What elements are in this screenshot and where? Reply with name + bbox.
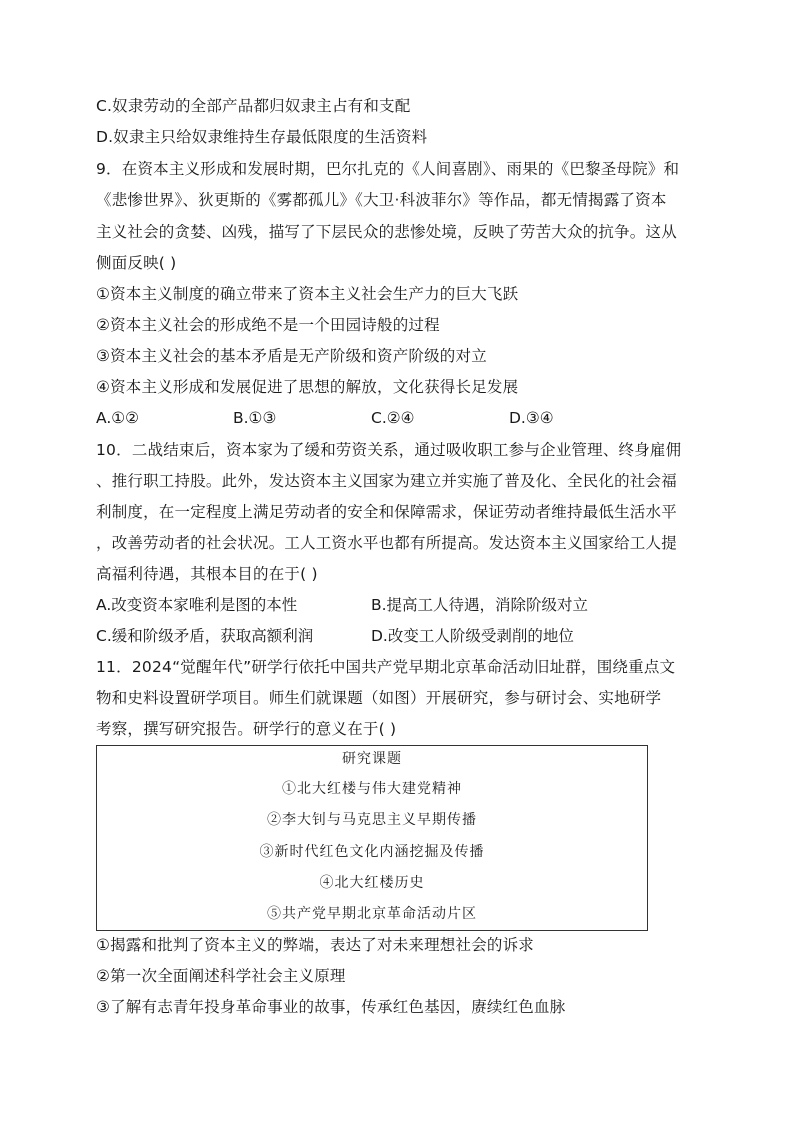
q11-statement-3: ③了解有志青年投身革命事业的故事，传承红色基因，赓续红色血脉 xyxy=(96,998,566,1016)
q9-option-b: B.①③ xyxy=(233,409,277,427)
q10-stem-line-1: 10．二战结束后，资本家为了缓和劳资关系，通过吸收职工参与企业管理、终身雇佣 xyxy=(96,441,682,459)
q9-stem-line-1: 9．在资本主义形成和发展时期，巴尔扎克的《人间喜剧》、雨果的《巴黎圣母院》和 xyxy=(96,160,680,178)
q10-option-b: B.提高工人待遇，消除阶级对立 xyxy=(371,596,589,614)
q9-statement-1: ①资本主义制度的确立带来了资本主义社会生产力的巨大飞跃 xyxy=(96,285,519,303)
research-topic-2: ②李大钊与马克思主义早期传播 xyxy=(267,812,477,828)
q10-stem-line-3: 利制度，在一定程度上满足劳动者的安全和保障需求，保证劳动者维持最低生活水平 xyxy=(96,503,677,521)
q11-statement-2: ②第一次全面阐述科学社会主义原理 xyxy=(96,967,346,985)
q11-statement-1: ①揭露和批判了资本主义的弊端，表达了对未来理想社会的诉求 xyxy=(96,936,534,954)
q9-statement-3: ③资本主义社会的基本矛盾是无产阶级和资产阶级的对立 xyxy=(96,347,487,365)
q9-stem-line-4: 侧面反映( ) xyxy=(96,254,177,272)
q9-option-c: C.②④ xyxy=(371,409,415,427)
q11-stem-line-2: 物和史料设置研学项目。师生们就课题（如图）开展研究，参与研讨会、实地研学 xyxy=(96,689,662,707)
q10-option-c: C.缓和阶级矛盾，获取高额利润 xyxy=(96,627,314,645)
q9-option-d: D.③④ xyxy=(509,409,554,427)
q10-stem-line-5: 高福利待遇，其根本目的在于( ) xyxy=(96,565,318,583)
q9-option-a: A.①② xyxy=(96,409,140,427)
research-topics-title: 研究课题 xyxy=(342,751,402,767)
research-topic-4: ④北大红楼历史 xyxy=(319,875,425,891)
q10-option-a: A.改变资本家唯利是图的本性 xyxy=(96,596,298,614)
q8-option-d: D.奴隶主只给奴隶维持生存最低限度的生活资料 xyxy=(96,128,428,146)
q9-statement-2: ②资本主义社会的形成绝不是一个田园诗般的过程 xyxy=(96,316,440,334)
research-topic-1: ①北大红楼与伟大建党精神 xyxy=(282,781,462,797)
q10-stem-line-4: ，改善劳动者的社会状况。工人工资水平也都有所提高。发达资本主义国家给工人提 xyxy=(96,534,677,552)
q11-stem-line-3: 考察，撰写研究报告。研学行的意义在于( ) xyxy=(96,720,397,738)
q9-stem-line-2: 《悲惨世界》、狄更斯的《雾都孤儿》《大卫·科波菲尔》等作品，都无情揭露了资本 xyxy=(96,191,667,209)
research-topics-box xyxy=(96,745,648,931)
research-topic-3: ③新时代红色文化内涵挖掘及传播 xyxy=(259,844,485,860)
q10-option-d: D.改变工人阶级受剥削的地位 xyxy=(371,627,574,645)
q10-stem-line-2: 、推行职工持股。此外，发达资本主义国家为建立并实施了普及化、全民化的社会福 xyxy=(96,472,677,490)
research-topic-5: ⑤共产党早期北京革命活动片区 xyxy=(267,906,477,922)
q9-stem-line-3: 主义社会的贪婪、凶残，描写了下层民众的悲惨处境，反映了劳苦大众的抗争。这从 xyxy=(96,223,677,241)
q11-stem-line-1: 11．2024“觉醒年代”研学行依托中国共产党早期北京革命活动旧址群，围绕重点文 xyxy=(96,658,676,676)
q8-option-c: C.奴隶劳动的全部产品都归奴隶主占有和支配 xyxy=(96,97,411,115)
q9-statement-4: ④资本主义形成和发展促进了思想的解放，文化获得长足发展 xyxy=(96,378,519,396)
